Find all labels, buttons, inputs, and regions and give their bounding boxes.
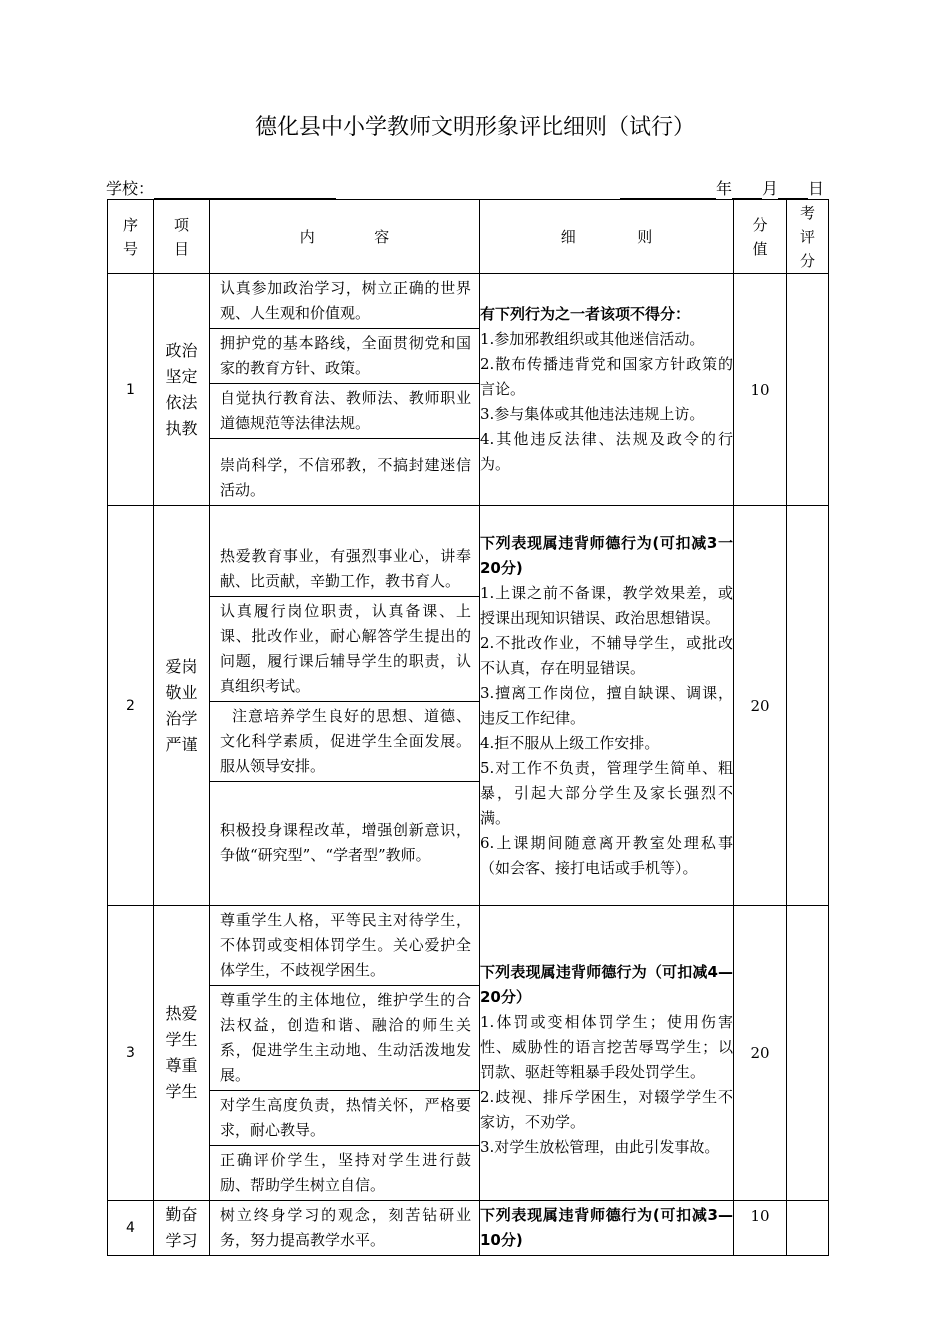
row-number: 4: [108, 1201, 154, 1256]
row-item: 热爱 学生 尊重 学生: [154, 906, 210, 1201]
content-item: 尊重学生人格，平等民主对待学生，不体罚或变相体罚学生。关心爱护全体学生，不歧视学困生。: [210, 906, 479, 986]
school-field: [106, 176, 336, 199]
evaluation-table: [107, 199, 829, 1256]
row-rules: [480, 274, 734, 506]
content-item: 热爱教育事业，有强烈事业心，讲奉献、比贡献，辛勤工作，教书育人。: [210, 542, 479, 597]
row-rules: [480, 1201, 734, 1256]
row-score: 20: [734, 906, 787, 1201]
content-item: 崇尚科学，不信邪教，不搞封建迷信活动。: [220, 456, 471, 499]
rule-item: 3.参与集体或其他违法违规上访。: [480, 405, 705, 423]
content-item: 注意培养学生良好的思想、道德、文化科学素质，促进学生全面发展。服从领导安排。: [210, 702, 479, 782]
content-item: 自觉执行教育法、教师法、教师职业道德规范等法律法规。: [210, 384, 479, 439]
row-item: 爱岗 敬业 治学 严谨: [154, 506, 210, 906]
row-rules: [480, 506, 734, 906]
table-header-row: [108, 200, 829, 274]
rule-item: 3.对学生放松管理，由此引发事故。: [480, 1138, 720, 1156]
row-score: 10: [734, 1201, 787, 1256]
header-content: 内 容: [210, 200, 480, 274]
row-contents: [210, 274, 480, 506]
row-eval-cell[interactable]: [787, 906, 829, 1201]
content-item: 认真履行岗位职责，认真备课、上课、批改作业，耐心解答学生提出的问题，履行课后辅导学生的职责，认真组织考试。: [210, 597, 479, 702]
day-blank[interactable]: [778, 182, 808, 199]
rule-item: 5.对工作不负责，管理学生简单、粗暴，引起大部分学生及家长强烈不满。: [480, 758, 733, 827]
rule-item: 2.不批改作业，不辅导学生，或批改不认真，存在明显错误。: [480, 633, 733, 677]
row-number: 2: [108, 506, 154, 906]
rule-item: 2.散布传播违背党和国家方针政策的言论。: [480, 355, 733, 398]
rule-item: 1.体罚或变相体罚学生；使用伤害性、威胁性的语言挖苦辱骂学生；以罚款、驱赶等粗暴手段处罚学生。: [480, 1013, 733, 1081]
row-contents: [210, 1201, 480, 1256]
table-row: [108, 906, 829, 1201]
rules-title: 下列表现属违背师德行为(可扣减3一20分): [480, 533, 733, 577]
content-item: 积极投身课程改革，增强创新意识，争做“研究型”、“学者型”教师。: [220, 820, 471, 864]
row-eval-cell[interactable]: [787, 506, 829, 906]
row-number: 3: [108, 906, 154, 1201]
row-item: 政治 坚定 依法 执教: [154, 274, 210, 506]
row-score: 20: [734, 506, 787, 906]
table-row: [108, 506, 829, 906]
row-score: 10: [734, 274, 787, 506]
rule-item: 6.上课期间随意离开教室处理私事（如会客、接打电话或手机等）。: [480, 833, 733, 877]
school-label: 学校：: [106, 179, 155, 198]
rule-item: 1.参加邪教组织或其他迷信活动。: [480, 330, 705, 348]
document-title: 德化县中小学教师文明形象评比细则（试行）: [254, 115, 695, 140]
year-blank[interactable]: [620, 182, 716, 199]
rule-item: 1.上课之前不备课，教学效果差，或授课出现知识错误、政治思想错误。: [480, 583, 733, 627]
row-number: 1: [108, 274, 154, 506]
content-item: 尊重学生的主体地位，维护学生的合法权益，创造和谐、融洽的师生关系，促进学生主动地、生动活泼地发展。: [210, 986, 479, 1091]
content-item: 正确评价学生，坚持对学生进行鼓励、帮助学生树立自信。: [220, 1151, 471, 1194]
header-item: 项 目: [154, 200, 210, 274]
rules-title: 下列表现属违背师德行为（可扣减4—20分）: [480, 963, 733, 1006]
table-row: [108, 274, 829, 506]
rules-title: 有下列行为之一者该项不得分：: [480, 305, 691, 323]
day-label: 日: [808, 179, 825, 198]
month-label: 月: [762, 179, 779, 198]
header-seq: 序 号: [108, 200, 154, 274]
table-row: [108, 1201, 829, 1256]
header-rules: 细 则: [480, 200, 734, 274]
rule-item: 2.歧视、排斥学困生，对辍学学生不家访，不劝学。: [480, 1088, 733, 1131]
year-label: 年: [716, 179, 733, 198]
rule-item: 4.其他违反法律、法规及政令的行为。: [480, 430, 733, 473]
rules-title: 下列表现属违背师德行为(可扣减3—10分): [480, 1206, 733, 1249]
row-rules: [480, 906, 734, 1201]
rule-item: 3.擅离工作岗位，擅自缺课、调课，违反工作纪律。: [480, 683, 733, 727]
content-item: 拥护党的基本路线，全面贯彻党和国家的教育方针、政策。: [210, 329, 479, 384]
content-item: 树立终身学习的观念，刻苦钻研业务，努力提高教学水平。: [220, 1206, 471, 1249]
content-item: 认真参加政治学习，树立正确的世界观、人生观和价值观。: [210, 274, 479, 329]
date-field: [620, 176, 824, 199]
row-eval-cell[interactable]: [787, 1201, 829, 1256]
content-item: 对学生高度负责，热情关怀，严格要求，耐心教导。: [210, 1091, 479, 1146]
row-eval-cell[interactable]: [787, 274, 829, 506]
row-contents: [210, 906, 480, 1201]
header-eval: 考 评 分: [787, 200, 829, 274]
month-blank[interactable]: [732, 182, 762, 199]
school-blank[interactable]: [154, 182, 336, 199]
header-score: 分 值: [734, 200, 787, 274]
row-item: 勤奋 学习: [154, 1201, 210, 1256]
row-contents: [210, 506, 480, 906]
rule-item: 4.拒不服从上级工作安排。: [480, 733, 660, 752]
